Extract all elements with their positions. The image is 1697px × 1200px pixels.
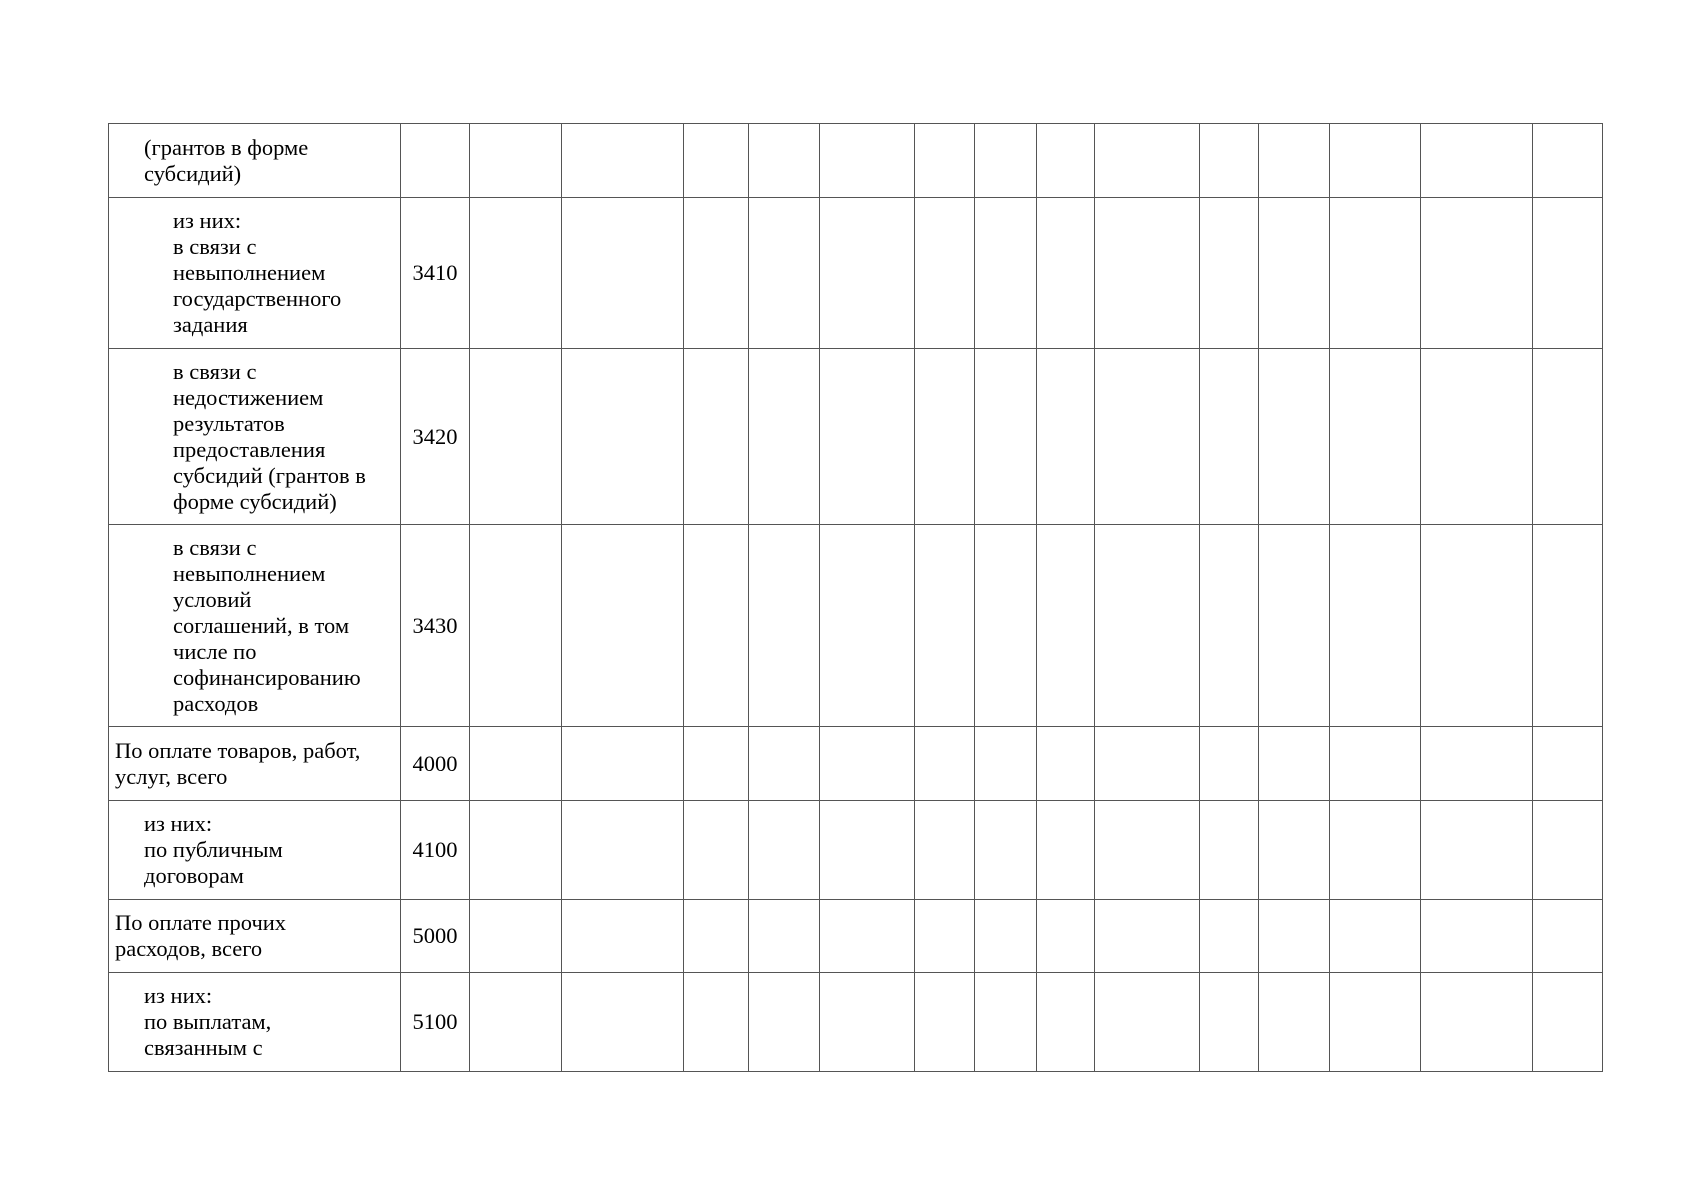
value-cell	[470, 349, 562, 525]
value-cell	[1095, 973, 1200, 1072]
value-cell	[470, 525, 562, 727]
row-code: 4000	[401, 727, 470, 801]
value-cell	[1259, 198, 1330, 349]
value-cell	[1330, 124, 1421, 198]
value-cell	[749, 525, 820, 727]
value-cell	[562, 198, 684, 349]
value-cell	[684, 198, 749, 349]
row-label-cell	[109, 900, 401, 973]
value-cell	[820, 801, 915, 900]
value-cell	[915, 973, 975, 1072]
value-cell	[470, 973, 562, 1072]
value-cell	[1330, 973, 1421, 1072]
value-cell	[1533, 900, 1603, 973]
value-cell	[1037, 349, 1095, 525]
value-cell	[1421, 727, 1533, 801]
table-row	[109, 900, 1603, 973]
value-cell	[1037, 900, 1095, 973]
value-cell	[1421, 124, 1533, 198]
value-cell	[915, 198, 975, 349]
value-cell	[915, 124, 975, 198]
value-cell	[684, 801, 749, 900]
report-table	[108, 123, 1603, 1072]
row-label: из них: по выплатам, связанным с	[144, 983, 272, 1060]
table-row	[109, 973, 1603, 1072]
value-cell	[1533, 525, 1603, 727]
value-cell	[1259, 124, 1330, 198]
row-label: в связи с недостижением результатов предоставления субсидий (грантов в форме субсидий)	[173, 358, 366, 514]
table-row	[109, 198, 1603, 349]
value-cell	[1037, 727, 1095, 801]
value-cell	[1330, 349, 1421, 525]
value-cell	[749, 727, 820, 801]
value-cell	[1095, 124, 1200, 198]
value-cell	[684, 727, 749, 801]
value-cell	[1421, 900, 1533, 973]
value-cell	[684, 525, 749, 727]
value-cell	[1533, 973, 1603, 1072]
value-cell	[1259, 973, 1330, 1072]
value-cell	[820, 198, 915, 349]
value-cell	[975, 900, 1037, 973]
value-cell	[820, 900, 915, 973]
value-cell	[1421, 973, 1533, 1072]
value-cell	[684, 900, 749, 973]
value-cell	[820, 349, 915, 525]
value-cell	[562, 727, 684, 801]
value-cell	[1095, 198, 1200, 349]
value-cell	[975, 198, 1037, 349]
value-cell	[1095, 801, 1200, 900]
value-cell	[975, 727, 1037, 801]
row-code: 3430	[401, 525, 470, 727]
value-cell	[470, 198, 562, 349]
value-cell	[1200, 349, 1259, 525]
value-cell	[1200, 525, 1259, 727]
value-cell	[684, 349, 749, 525]
value-cell	[1330, 198, 1421, 349]
value-cell	[915, 801, 975, 900]
value-cell	[1533, 727, 1603, 801]
value-cell	[1037, 973, 1095, 1072]
table-row	[109, 525, 1603, 727]
value-cell	[1259, 727, 1330, 801]
value-cell	[1330, 900, 1421, 973]
value-cell	[1037, 801, 1095, 900]
row-label-cell	[109, 124, 401, 198]
table-body	[109, 124, 1603, 1072]
value-cell	[820, 727, 915, 801]
value-cell	[820, 973, 915, 1072]
value-cell	[1259, 900, 1330, 973]
value-cell	[1095, 900, 1200, 973]
value-cell	[1259, 525, 1330, 727]
row-label-cell	[109, 198, 401, 349]
row-code: 4100	[401, 801, 470, 900]
value-cell	[820, 525, 915, 727]
value-cell	[1037, 198, 1095, 349]
row-label: По оплате товаров, работ, услуг, всего	[115, 737, 361, 789]
value-cell	[749, 198, 820, 349]
row-label-cell	[109, 727, 401, 801]
value-cell	[975, 973, 1037, 1072]
value-cell	[749, 801, 820, 900]
value-cell	[749, 973, 820, 1072]
value-cell	[562, 525, 684, 727]
value-cell	[820, 124, 915, 198]
value-cell	[1037, 124, 1095, 198]
value-cell	[470, 801, 562, 900]
value-cell	[1200, 198, 1259, 349]
value-cell	[1421, 349, 1533, 525]
value-cell	[975, 124, 1037, 198]
value-cell	[684, 973, 749, 1072]
row-label-cell	[109, 349, 401, 525]
row-label-cell	[109, 973, 401, 1072]
value-cell	[562, 349, 684, 525]
value-cell	[1533, 124, 1603, 198]
value-cell	[562, 801, 684, 900]
value-cell	[1095, 525, 1200, 727]
value-cell	[975, 349, 1037, 525]
value-cell	[1259, 801, 1330, 900]
value-cell	[1200, 801, 1259, 900]
value-cell	[749, 349, 820, 525]
value-cell	[1095, 349, 1200, 525]
value-cell	[470, 124, 562, 198]
value-cell	[975, 801, 1037, 900]
value-cell	[1533, 801, 1603, 900]
row-code	[401, 124, 470, 198]
value-cell	[562, 124, 684, 198]
value-cell	[915, 349, 975, 525]
value-cell	[1095, 727, 1200, 801]
table-row	[109, 349, 1603, 525]
value-cell	[749, 124, 820, 198]
value-cell	[562, 973, 684, 1072]
row-code: 3410	[401, 198, 470, 349]
value-cell	[1421, 198, 1533, 349]
value-cell	[562, 900, 684, 973]
table-row	[109, 801, 1603, 900]
value-cell	[975, 525, 1037, 727]
row-label: в связи с невыполнением условий соглашений, в том числе по софинансированию расходов	[173, 534, 361, 716]
row-label: из них: в связи с невыполнением государственного задания	[173, 208, 342, 337]
value-cell	[1533, 349, 1603, 525]
value-cell	[1200, 124, 1259, 198]
value-cell	[684, 124, 749, 198]
value-cell	[470, 900, 562, 973]
value-cell	[470, 727, 562, 801]
value-cell	[1037, 525, 1095, 727]
row-label: (грантов в форме субсидий)	[144, 134, 309, 186]
value-cell	[1533, 198, 1603, 349]
value-cell	[1200, 727, 1259, 801]
row-label: из них: по публичным договорам	[144, 811, 283, 888]
value-cell	[1421, 801, 1533, 900]
row-code: 5000	[401, 900, 470, 973]
row-code: 5100	[401, 973, 470, 1072]
value-cell	[915, 900, 975, 973]
value-cell	[1330, 727, 1421, 801]
value-cell	[1259, 349, 1330, 525]
row-label: По оплате прочих расходов, всего	[115, 910, 287, 961]
row-label-cell	[109, 801, 401, 900]
value-cell	[1330, 525, 1421, 727]
value-cell	[1200, 973, 1259, 1072]
table-row	[109, 727, 1603, 801]
value-cell	[1330, 801, 1421, 900]
table-row	[109, 124, 1603, 198]
value-cell	[1200, 900, 1259, 973]
row-label-cell	[109, 525, 401, 727]
row-code: 3420	[401, 349, 470, 525]
value-cell	[915, 727, 975, 801]
value-cell	[1421, 525, 1533, 727]
value-cell	[749, 900, 820, 973]
value-cell	[915, 525, 975, 727]
